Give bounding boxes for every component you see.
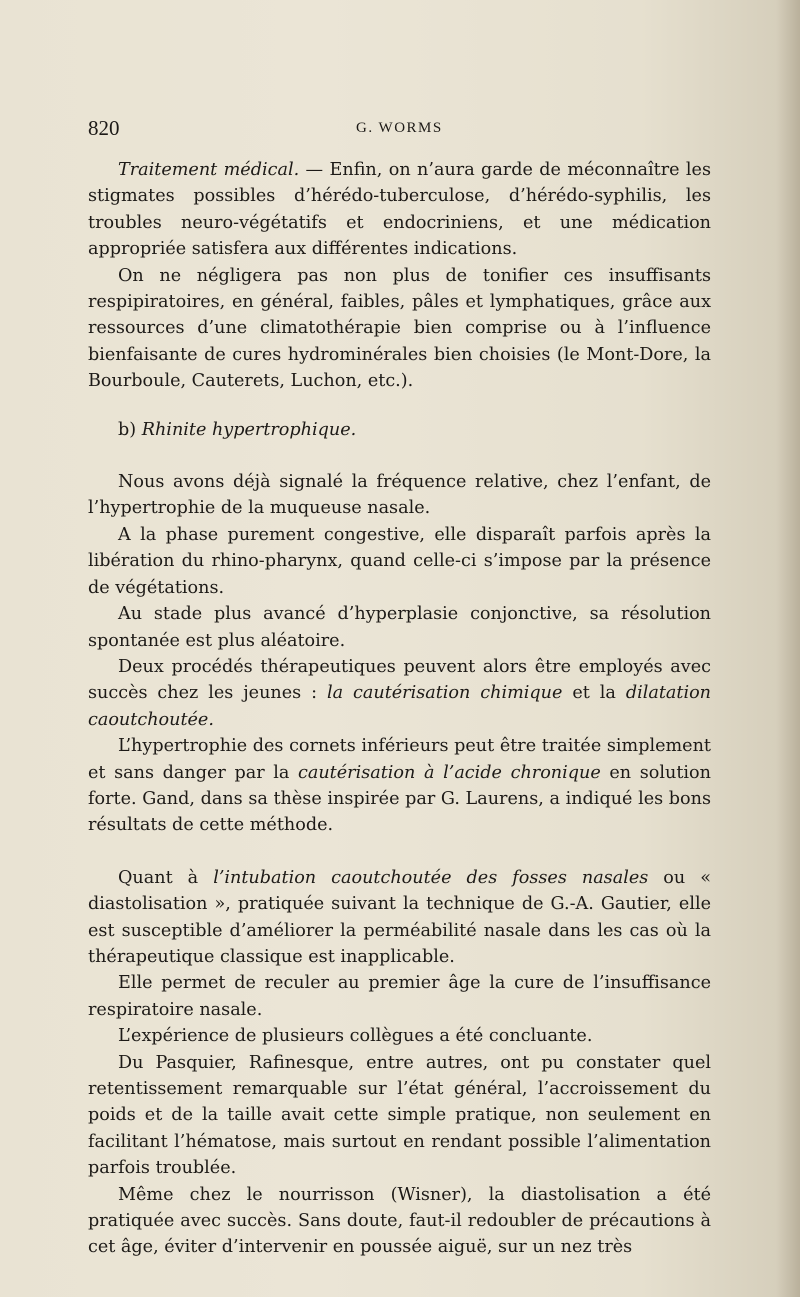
paragraph-procedures bbox=[88, 654, 711, 733]
italic-run: cautérisation à l’acide chronique bbox=[298, 762, 601, 783]
page-number: 820 bbox=[88, 116, 120, 140]
paragraph-frequency: Nous avons déjà signalé la fréquence relative, chez l’enfant, de l’hypertrophie de la muqueuse nasale. bbox=[88, 472, 711, 519]
page-header bbox=[88, 116, 690, 146]
paragraph-hyperplasia: Au stade plus avancé d’hyperplasie conjonctive, sa résolution spontanée est plus aléatoire. bbox=[88, 604, 711, 651]
text-run: en solution forte. Gand, dans sa thèse inspirée par G. Laurens, a indiqué les bons résultats de cette méthode. bbox=[88, 762, 711, 836]
text-run: ou « diastolisation », pratiquée suivant la technique de G.-A. Gautier, elle est susceptible d’améliorer la perméabilité nasale dans les cas où la thérapeutique classique est inapplicable. bbox=[88, 867, 712, 967]
italic-run: dilatation caoutchoutée. bbox=[88, 683, 711, 730]
text-run: L’hypertrophie des cornets inférieurs peut être traitée simplement et sans danger par la bbox=[88, 736, 711, 783]
italic-run: la cautérisation chimique bbox=[326, 683, 563, 704]
italic-run: l’intubation caoutchoutée des fosses nasales bbox=[213, 867, 649, 888]
paragraph-intubation bbox=[88, 865, 711, 971]
text-run: et la bbox=[562, 683, 626, 704]
section-marker: b) bbox=[118, 419, 142, 440]
running-head: G. WORMS bbox=[356, 120, 443, 136]
paragraph-du-pasquier: Du Pasquier, Rafinesque, entre autres, ont pu constater quel retentissement remarquable sur l’état général, l’accroissement du poids et de la taille avait cette simple pratique, non seulement en facilitant l’hématose, mais surtout en rendant possible l’alimentation parfois troublée. bbox=[88, 1052, 711, 1179]
paragraph-experience: L’expérience de plusieurs collègues a été concluante. bbox=[118, 1026, 593, 1047]
paragraph-nourrisson: Même chez le nourrisson (Wisner), la diastolisation a été pratiquée avec succès. Sans doute, faut-il redoubler de précautions à cet âge, éviter d’intervenir en poussée aiguë, sur un nez très bbox=[88, 1184, 711, 1258]
paragraph-tonify: On ne négligera pas non plus de tonifier ces insuffisants respipiratoires, en général, faibles, pâles et lymphatiques, grâce aux ressources d’une climatothérapie bien comprise ou à l’influence bienfaisante de cures hydrominérales bien choisies (le Mont-Dore, la Bourboule, Cauterets, Luchon, etc.). bbox=[88, 265, 711, 392]
paragraph-treatment bbox=[88, 157, 711, 263]
paragraph-congestive: A la phase purement congestive, elle disparaît parfois après la libération du rhino-pharynx, quand celle-ci s’impose par la présence de végétations. bbox=[88, 524, 711, 598]
paragraph-first-age: Elle permet de reculer au premier âge la cure de l’insuffisance respiratoire nasale. bbox=[88, 973, 711, 1020]
section-title: Rhinite hypertrophique. bbox=[141, 419, 357, 440]
paragraph-cornets bbox=[88, 733, 711, 839]
treatment-text: — Enfin, on n’aura garde de méconnaître les stigmates possibles d’hérédo-tuberculose, d’hérédo-syphilis, les troubles neuro-végétatifs et endocriniens, et une médication appropriée satisfera aux différentes indications. bbox=[88, 160, 711, 260]
section-heading bbox=[88, 417, 711, 443]
text-run: Quant à bbox=[118, 867, 214, 888]
treatment-lead: Traitement médical. bbox=[118, 160, 300, 180]
page-body bbox=[88, 157, 711, 1261]
text-run: Deux procédés thérapeutiques peuvent alors être employés avec succès chez les jeunes : bbox=[88, 656, 711, 704]
